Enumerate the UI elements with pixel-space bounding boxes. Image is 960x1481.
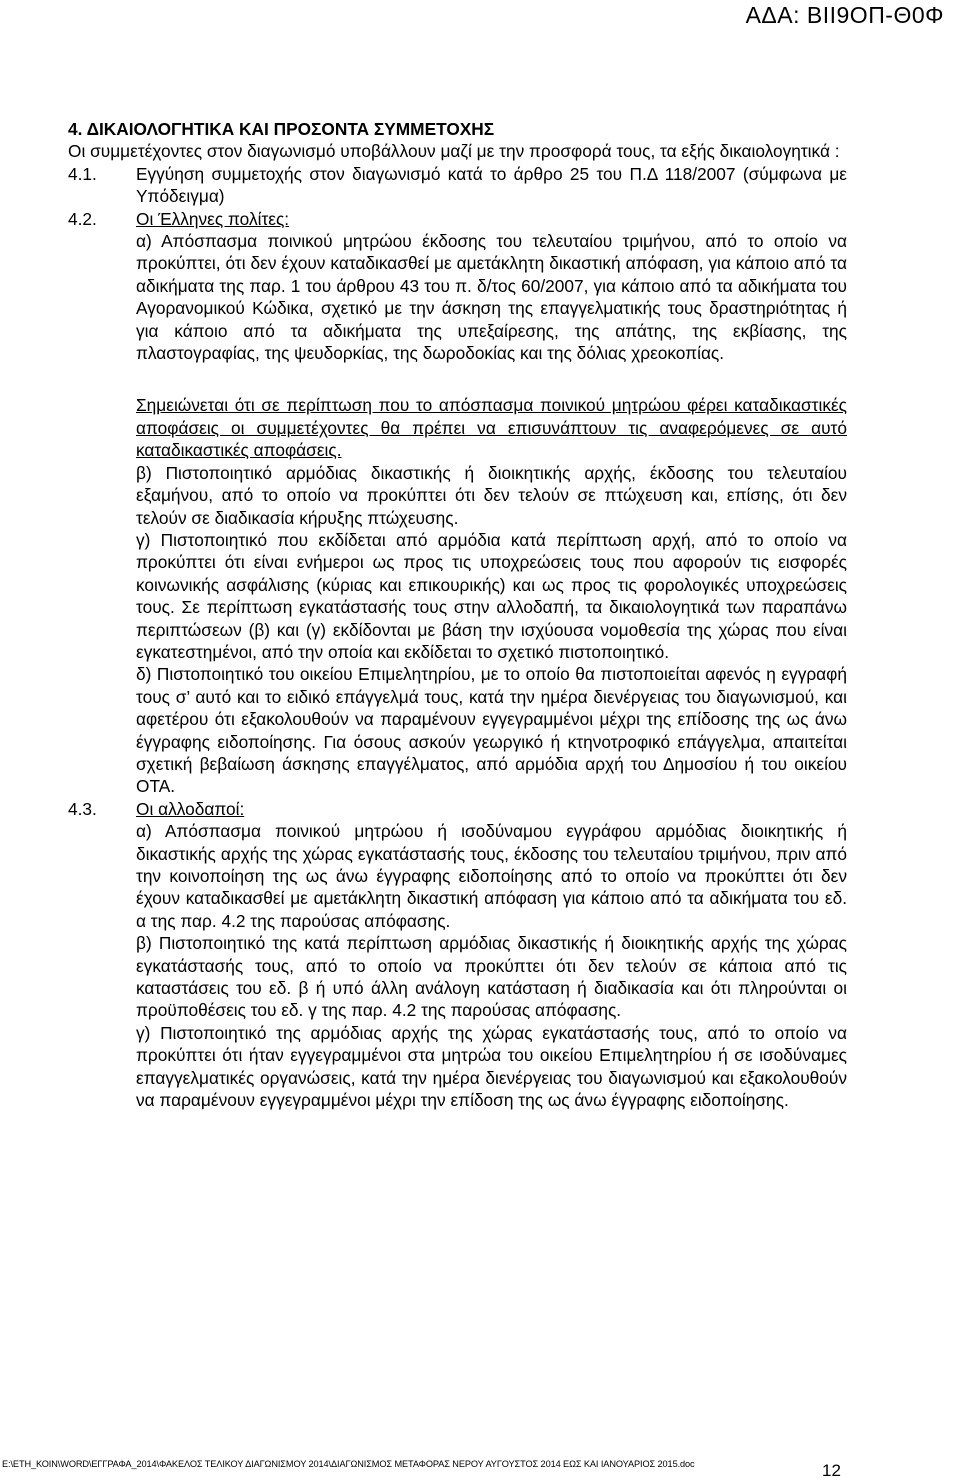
item-text: Εγγύηση συμμετοχής στον διαγωνισμό κατά το άρθρο 25 του Π.Δ 118/2007 (σύμφωνα με Υπόδειγμα) [136,163,847,207]
greek-d: δ) Πιστοποιητικό του οικείου Επιμελητηρίου, με το οποίο θα πιστοποιείται αφενός η εγγραφή τους σ’ αυτό και το ειδικό επάγγελμά τους, κατά την ημέρα διενέργειας του διαγωνισμού, και αφετέρου ότι εξακολουθούν να παραμένουν εγγεγραμμένοι μέχρι της επίδοσης της ως άνω έγγραφης ειδοποίησης. Για όσους ασκούν γεωργικό ή κτηνοτροφικό επάγγελμα, απαιτείται σχετική βεβαίωση άσκησης επαγγέλματος, από αρμόδια αρχή του Δημοσίου ή του οικείου ΟΤΑ. [136,664,847,797]
section-intro: Οι συμμετέχοντες στον διαγωνισμό υποβάλλουν μαζί με την προσφορά τους, τα εξής δικαιολογητικά : [68,141,840,162]
item-4-1 [68,163,847,208]
item-4-2 [68,208,847,798]
item-title: Οι αλλοδαποί: [136,798,245,819]
item-number: 4.1. [68,163,97,184]
item-number: 4.2. [68,208,97,229]
greek-c: γ) Πιστοποιητικό που εκδίδεται από αρμόδια κατά περίπτωση αρχή, από το οποίο να προκύπτει ότι είναι ενήμεροι ως προς τις υποχρεώσεις τους που αφορούν τις εισφορές κοινωνικής ασφάλισης (κύριας και επικουρικής) και ως προς τις φορολογικές υποχρεώσεις τους. Σε περίπτωση εγκατάστασής τους στην αλλοδαπή, τα δικαιολογητικά των παραπάνω περιπτώσεων (β) και (γ) εκδίδονται με βάση την ισχύουσα νομοθεσία της χώρας που είναι εγκατεστημένοι, από την οποία και εκδίδεται το σχετικό πιστοποιητικό. [136,529,847,662]
page-number: 12 [822,1461,841,1480]
item-title: Οι Έλληνες πολίτες: [136,208,290,229]
section-heading: 4. ΔΙΚΑΙΟΛΟΓΗΤΙΚΑ ΚΑΙ ΠΡΟΣΟΝΤΑ ΣΥΜΜΕΤΟΧΗΣ [68,119,495,139]
ada-code: ΑΔΑ: ΒΙΙ9ΟΠ-Θ0Φ [745,2,944,28]
document-body [68,118,847,1111]
item-4-3 [68,798,847,1112]
foreign-b: β) Πιστοποιητικό της κατά περίπτωση αρμόδιας δικαστικής ή διοικητικής αρχής της χώρας εγκατάστασής τους, από το οποίο να προκύπτει ότι δεν τελούν σε κάποια από τις καταστάσεις του εδ. β ή υπό άλλη ανάλογη κατάσταση ή διαδικασία και ότι πληρούνται οι προϋποθέσεις του εδ. γ της παρ. 4.2 της παρούσας απόφασης. [136,933,847,1021]
footer-file-path: E:\ΕΤΗ_ΚΟΙΝ\WORD\ΕΓΓΡΑΦΑ_2014\ΦΑΚΕΛΟΣ ΤΕΛΙΚΟΥ ΔΙΑΓΩΝΙΣΜΟΥ 2014\ΔΙΑΓΩΝΙΣΜΟΣ ΜΕΤΑΦΟΡΑΣ ΝΕΡΟΥ ΑΥΓΟΥΣΤΟΣ 2014 ΕΩΣ ΚΑΙ ΙΑΝΟΥΑΡΙΟΣ 2015.doc [2,1459,695,1469]
foreign-a: α) Απόσπασμα ποινικού μητρώου ή ισοδύναμου εγγράφου αρμόδιας διοικητικής ή δικαστικής αρχής της χώρας εγκατάστασής τους, έκδοσης του τελευταίου τριμήνου, πριν από την κοινοποίηση της ως άνω έγγραφης ειδοποίησης από το οποίο να προκύπτει ότι δεν έχουν καταδικασθεί με αμετάκλητη δικαστική απόφαση για κάποιο από τα αδικήματα του εδ. α της παρ. 4.2 της παρούσας απόφασης. [136,821,847,931]
greek-note: Σημειώνεται ότι σε περίπτωση που το απόσπασμα ποινικού μητρώου φέρει καταδικαστικές αποφάσεις οι συμμετέχοντες θα πρέπει να επισυνάπτουν τις αναφερόμενες σε αυτό καταδικαστικές αποφάσεις. [136,395,847,461]
item-number: 4.3. [68,798,97,819]
foreign-c: γ) Πιστοποιητικό της αρμόδιας αρχής της χώρας εγκατάστασής τους, από το οποίο να προκύπτει ότι ήταν εγγεγραμμένοι στα μητρώα του οικείου Επιμελητηρίου ή σε ισοδύναμες επαγγελματικές οργανώσεις, κατά την ημέρα διενέργειας του διαγωνισμού και εξακολουθούν να παραμένουν εγγεγραμμένοι μέχρι την επίδοση της ως άνω έγγραφης ειδοποίησης. [136,1022,847,1111]
greek-a: α) Απόσπασμα ποινικού μητρώου έκδοσης του τελευταίου τριμήνου, από το οποίο να προκύπτει, ότι δεν έχουν καταδικασθεί με αμετάκλητη δικαστική απόφαση, για κάποιο από τα αδικήματα της παρ. 1 του άρθρου 43 του π. δ/τος 60/2007, για κάποιο από τα αδικήματα του Αγορανομικού Κώδικα, σχετικό με την άσκηση της επαγγελματικής τους δραστηριότητας ή για κάποιο από τα αδικήματα της υπεξαίρεσης, της απάτης, της εκβίασης, της πλαστογραφίας, της ψευδορκίας, της δωροδοκίας και της δόλιας χρεοκοπίας. [136,231,847,364]
greek-b: β) Πιστοποιητικό αρμόδιας δικαστικής ή διοικητικής αρχής, έκδοσης του τελευταίου εξαμήνου, από το οποίο να προκύπτει ότι δεν τελούν σε πτώχευση και, επίσης, ότι δεν τελούν σε διαδικασία κήρυξης πτώχευσης. [136,462,847,528]
